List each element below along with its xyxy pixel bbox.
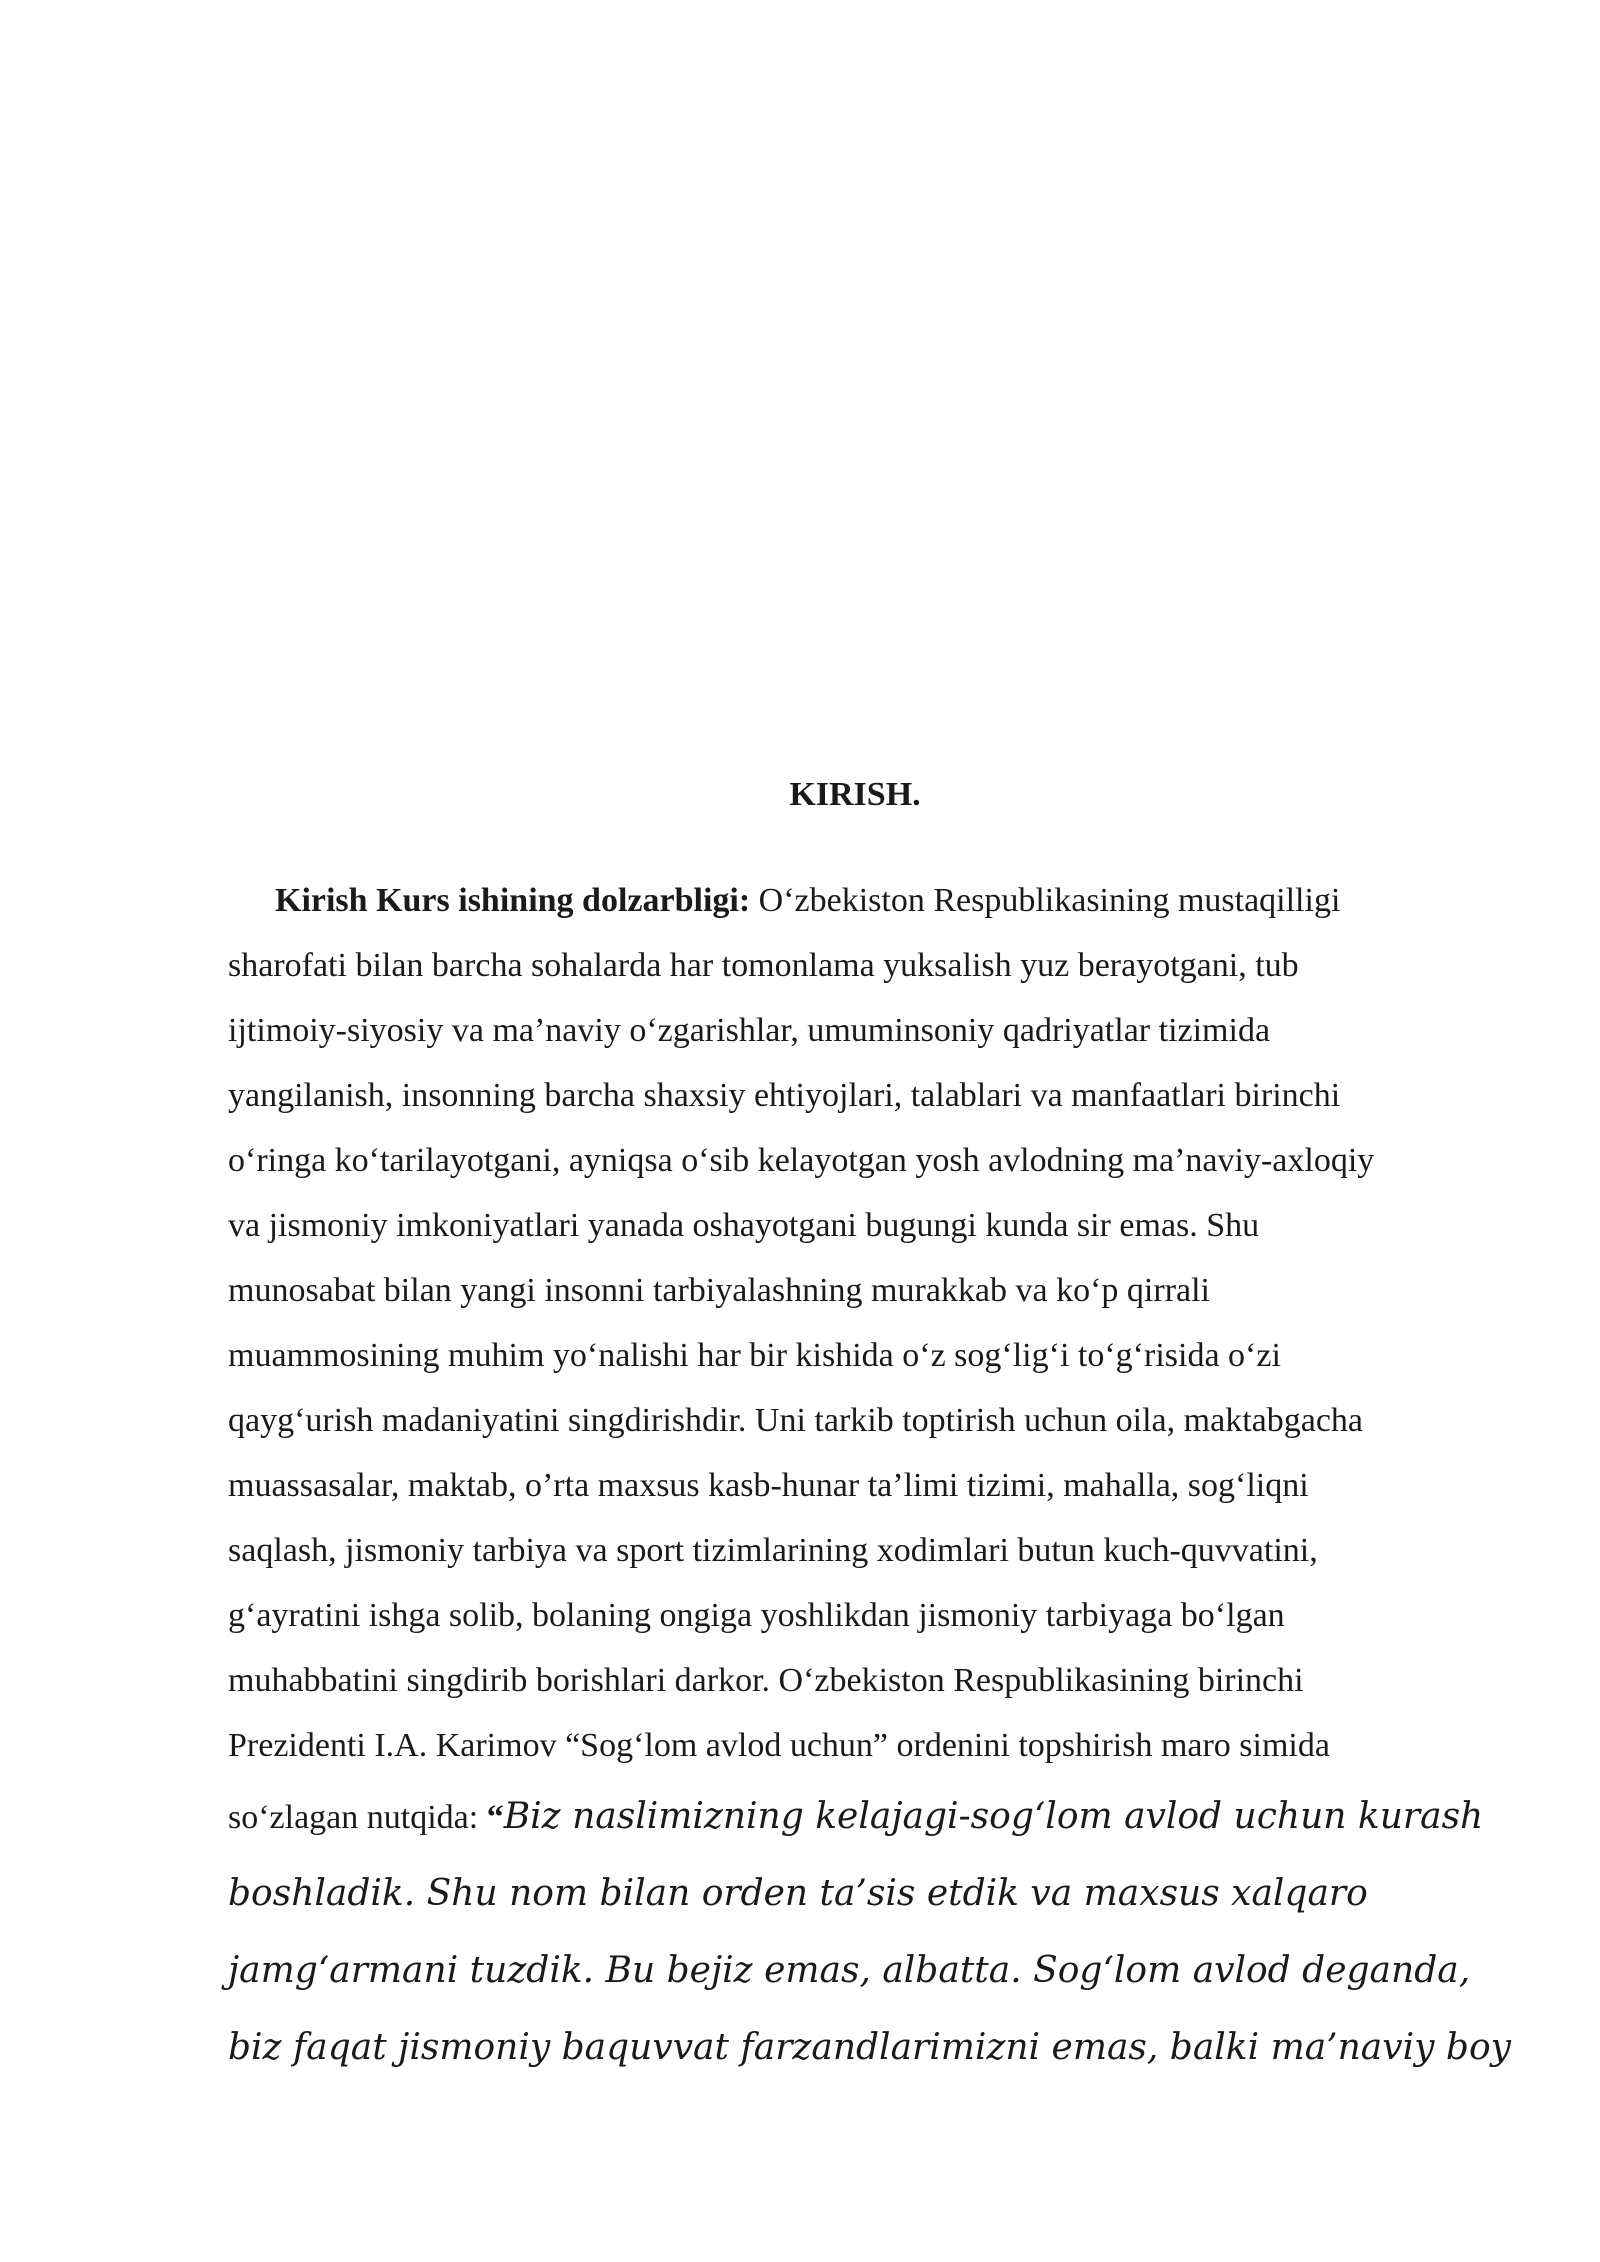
quote-open-mark: “	[486, 1799, 504, 1836]
line-text: ijtimoiy-siyosiy va ma’naviy o‘zgarishlar, umuminsoniy qadriyatlar tizimida	[228, 1012, 1271, 1049]
text-line	[228, 933, 1484, 998]
line-text: muassasalar, maktab, o’rta maxsus kasb-hunar ta’limi tizimi, mahalla, sog‘liqni	[228, 1467, 1309, 1504]
lead-phrase: Kirish Kurs ishining dolzarbligi:	[275, 882, 751, 919]
text-line	[228, 1128, 1484, 1193]
quote-text: jamg‘armani tuzdik. Bu bejiz emas, albatta. Sog‘lom avlod deganda,	[228, 1950, 1471, 1991]
quote-text: Biz naslimizning kelajagi-sog‘lom avlod uchun kurash	[503, 1796, 1484, 1837]
line-text: va jismoniy imkoniyatlari yanada oshayotgani bugungi kunda sir emas. Shu	[228, 1207, 1260, 1244]
text-line	[228, 1388, 1484, 1453]
line-text: qayg‘urish madaniyatini singdirishdir. Uni tarkib toptirish uchun oila, maktabgacha	[228, 1402, 1363, 1439]
page-title: KIRISH.	[789, 776, 921, 813]
line-text: so‘zlagan nutqida:	[228, 1799, 487, 1836]
line-text: O‘zbekiston Respublikasining mustaqilligi	[750, 882, 1341, 919]
text-line	[228, 1518, 1484, 1583]
line-text: o‘ringa ko‘tarilayotgani, ayniqsa o‘sib kelayotgan yosh avlodning ma’naviy-axloqiy	[228, 1142, 1375, 1179]
quote-line	[228, 1855, 1484, 1932]
text-line	[228, 1323, 1484, 1388]
text-line	[228, 1193, 1484, 1258]
text-line	[228, 998, 1484, 1063]
line-text: munosabat bilan yangi insonni tarbiyalashning murakkab va ko‘p qirrali	[228, 1272, 1210, 1309]
text-line	[228, 1258, 1484, 1323]
quote-line	[228, 1932, 1484, 2009]
line-text: g‘ayratini ishga solib, bolaning ongiga yoshlikdan jismoniy tarbiyaga bo‘lgan	[228, 1597, 1285, 1634]
text-line	[228, 1063, 1484, 1128]
quote-text: biz faqat jismoniy baquvvat farzandlarimizni emas, balki ma’naviy boy	[228, 2027, 1511, 2068]
line-text: sharofati bilan barcha sohalarda har tomonlama yuksalish yuz berayotgani, tub	[228, 947, 1299, 984]
line-text: muammosining muhim yo‘nalishi har bir kishida o‘z sog‘lig‘i to‘g‘risida o‘zi	[228, 1337, 1281, 1374]
text-line	[228, 1583, 1484, 1648]
line-text: saqlash, jismoniy tarbiya va sport tizimlarining xodimlari butun kuch-quvvatini,	[228, 1532, 1318, 1569]
text-line	[228, 868, 1484, 933]
quote-line	[228, 2009, 1511, 2086]
text-line	[228, 1648, 1484, 1713]
text-line	[228, 1778, 1484, 1855]
quote-text: boshladik. Shu nom bilan orden ta’sis etdik va maxsus xalqaro	[228, 1873, 1368, 1914]
text-line	[228, 1713, 1484, 1778]
body-paragraph	[228, 868, 1511, 2086]
line-text: yangilanish, insonning barcha shaxsiy ehtiyojlari, talablari va manfaatlari birinchi	[228, 1077, 1341, 1114]
text-line	[228, 1453, 1484, 1518]
line-text: Prezidenti I.A. Karimov “Sog‘lom avlod uchun” ordenini topshirish maro simida	[228, 1727, 1330, 1764]
line-text: muhabbatini singdirib borishlari darkor. O‘zbekiston Respublikasining birinchi	[228, 1662, 1304, 1699]
